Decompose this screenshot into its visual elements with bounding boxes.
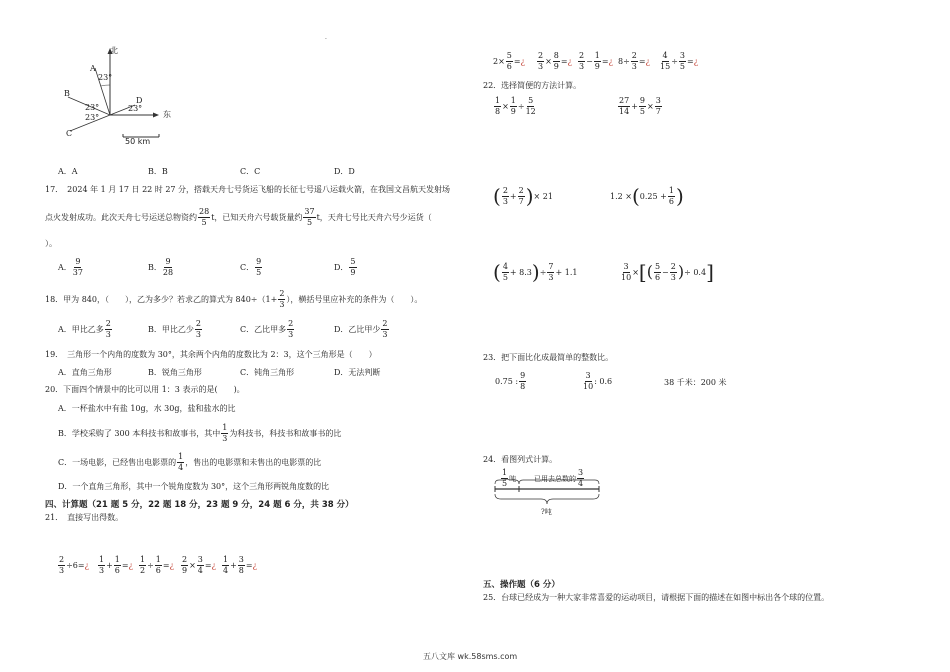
q25-text: 25．台球已经成为一种大家非常喜爱的运动项目，请根据下面的描述在如图中标出各个球的位置。 xyxy=(483,593,830,602)
q17-option-b[interactable]: B． $\frac{9}{28}$ xyxy=(148,257,174,277)
q17-line2 xyxy=(45,208,432,227)
q21-text: 21． 直接写出得数。 xyxy=(45,513,124,522)
point-a-label: A xyxy=(90,64,96,73)
q17-option-a[interactable]: A． $\frac{9}{37}$ xyxy=(58,257,83,277)
q22-expr-5: ( $\frac{4}{5}$ + 8.3 ) ÷ $\frac{7}{3}$ + 1.1 xyxy=(493,260,578,284)
tr-expr-5: $\frac{4}{15}$ ÷ $\frac{3}{5}$ = ¿ xyxy=(660,51,698,71)
point-d-label: D xyxy=(136,96,143,105)
q18-fraction: $\frac{2}{3}$ xyxy=(279,289,285,309)
q21-expr-5: $\frac{1}{4}$ + $\frac{3}{8}$ = ¿ xyxy=(223,555,257,575)
q23-text: 23．把下面比化成最简单的整数比。 xyxy=(483,353,614,362)
q19-option-b[interactable]: B．锐角三角形 xyxy=(148,368,202,377)
scale-label: 50 km xyxy=(125,137,151,146)
q21-expr-4: $\frac{2}{9}$ × $\frac{3}{4}$ = ¿ xyxy=(182,555,216,575)
q17-line1: 17． 2024 年 1 月 17 日 22 时 27 分，搭载天舟七号货运飞船的长征七号遥八运载火箭，在我国文昌航天发射场 xyxy=(45,185,451,194)
q16-option-d[interactable]: D．D xyxy=(334,167,355,176)
q19-text: 19． 三角形一个内角的度数为 30°，其余两个内角的度数比为 2：3，这个三角形是（ ） xyxy=(45,350,377,359)
q16-option-c[interactable]: C．C xyxy=(240,167,261,176)
q23-expr-2: $\frac{3}{10}$ : 0.6 xyxy=(583,371,613,391)
q17-line2-c: t，天舟七号比天舟六号少运货（ xyxy=(316,213,432,222)
q17-line2-a: 点火发射成功。此次天舟七号运送总物资约 xyxy=(45,213,197,222)
q17-fraction-2: $\frac{37}{5}$ xyxy=(304,207,315,227)
angle-label-c: 23° xyxy=(85,113,100,122)
q23-expr-3: 38 千米：200 米 xyxy=(664,378,727,387)
q19-option-d[interactable]: D．无法判断 xyxy=(334,368,381,377)
q21-expr-1: $\frac{2}{3}$ ÷6= ¿ xyxy=(59,555,89,575)
point-b-label: B xyxy=(64,89,70,98)
q20-option-d[interactable]: D．一个直角三角形，其中一个锐角度数为 30°，这个三角形两锐角度数的比 xyxy=(58,482,330,491)
q22-text: 22．选择简便的方法计算。 xyxy=(483,81,582,90)
q18-option-b[interactable]: B．甲比乙少 $\frac{2}{3}$ xyxy=(148,319,201,339)
q18-option-d[interactable]: D．乙比甲少 $\frac{2}{3}$ xyxy=(334,319,388,339)
q24-bottom-label: ?吨 xyxy=(541,508,552,516)
q17-line2-b: t，已知天舟六号载货量约 xyxy=(211,213,303,222)
point-c-label: C xyxy=(66,129,73,138)
section5-heading: 五、操作题（6 分） xyxy=(483,580,560,590)
angle-label-b: 23° xyxy=(85,103,100,112)
q22-expr-4: 1.2 × ( 0.25 + $\frac{1}{6}$ ) xyxy=(610,184,684,208)
tr-expr-3: $\frac{2}{3}$ − $\frac{1}{9}$ = ¿ xyxy=(579,51,613,71)
q18-option-a[interactable]: A．甲比乙多 $\frac{2}{3}$ xyxy=(58,319,111,339)
tr-expr-2: $\frac{2}{3}$ × $\frac{8}{9}$ = ¿ xyxy=(538,51,572,71)
q24-text: 24．看图列式计算。 xyxy=(483,455,558,464)
q22-expr-3: ( $\frac{2}{3}$ + $\frac{2}{7}$ ) × 21 xyxy=(493,184,553,208)
q21-expr-2: $\frac{1}{3}$ + $\frac{1}{6}$ = ¿ xyxy=(99,555,133,575)
q20-option-a[interactable]: A．一杯盐水中有盐 10g，水 30g，盐和盐水的比 xyxy=(58,404,236,413)
q24-top-right: 已用去总数的 $\frac{3}{4}$ xyxy=(534,468,584,488)
q19-option-c[interactable]: C．钝角三角形 xyxy=(240,368,295,377)
angle-label-d: 23° xyxy=(128,104,143,113)
q17-fraction-1: $\frac{28}{5}$ xyxy=(199,207,210,227)
q21-expr-3: $\frac{1}{2}$ ÷ $\frac{1}{6}$ = ¿ xyxy=(140,555,174,575)
tr-expr-4: 8÷ $\frac{2}{3}$ = ¿ xyxy=(618,51,650,71)
compass-east-label: 东 xyxy=(163,110,171,119)
footer-watermark: 五八文库 wk.58sms.com xyxy=(423,652,518,661)
q22-expr-6: $\frac{3}{10}$ × [ ( $\frac{5}{6}$ − $\frac{2}{3}$ ) ÷ 0.4 ] xyxy=(621,260,714,284)
q19-option-a[interactable]: A．直角三角形 xyxy=(58,368,112,377)
q16-option-a[interactable]: A．A xyxy=(58,167,78,176)
q17-option-d[interactable]: D． $\frac{5}{9}$ xyxy=(334,257,356,277)
header-dot: · xyxy=(325,36,327,43)
q17-option-c[interactable]: C． $\frac{9}{5}$ xyxy=(240,257,262,277)
q18-text: 18．甲为 840，（ ），乙为多少？若求乙的算式为 840÷（1+ $\frac{2}{3}$ ），横括号里应补充的条件为（ ）。 xyxy=(45,289,423,309)
q16-option-b[interactable]: B．B xyxy=(148,167,168,176)
q20-text: 20．下面四个情景中的比可以用 1：3 表示的是( )。 xyxy=(45,385,245,394)
q18-option-c[interactable]: C．乙比甲多 $\frac{2}{3}$ xyxy=(240,319,294,339)
tr-expr-1: 2× $\frac{5}{6}$ = ¿ xyxy=(493,51,525,71)
q22-expr-2: $\frac{27}{14}$ + $\frac{9}{5}$ × $\frac{3}{7}$ xyxy=(619,96,661,116)
compass-north-label: 北 xyxy=(110,46,118,55)
q24-top-left: $\frac{1}{5}$ 吨 xyxy=(502,468,517,488)
section4-heading: 四、计算题（21 题 5 分，22 题 18 分，23 题 9 分，24 题 6 分，共 38 分） xyxy=(45,500,354,510)
q20-option-c[interactable]: C．一场电影，已经售出电影票的 $\frac{1}{4}$ ，售出的电影票和未售出的电影票的比 xyxy=(58,452,322,472)
q20-option-b[interactable]: B．学校采购了 300 本科技书和故事书，其中 $\frac{1}{3}$ 为科技书，科技书和故事书的比 xyxy=(58,423,342,443)
q22-expr-1: $\frac{1}{8}$ × $\frac{1}{9}$ ÷ $\frac{5}{12}$ xyxy=(495,96,536,116)
q23-expr-1: 0.75 : $\frac{9}{8}$ xyxy=(495,371,526,391)
angle-label-a: 23° xyxy=(98,73,113,82)
q17-line3: ）。 xyxy=(45,239,57,248)
